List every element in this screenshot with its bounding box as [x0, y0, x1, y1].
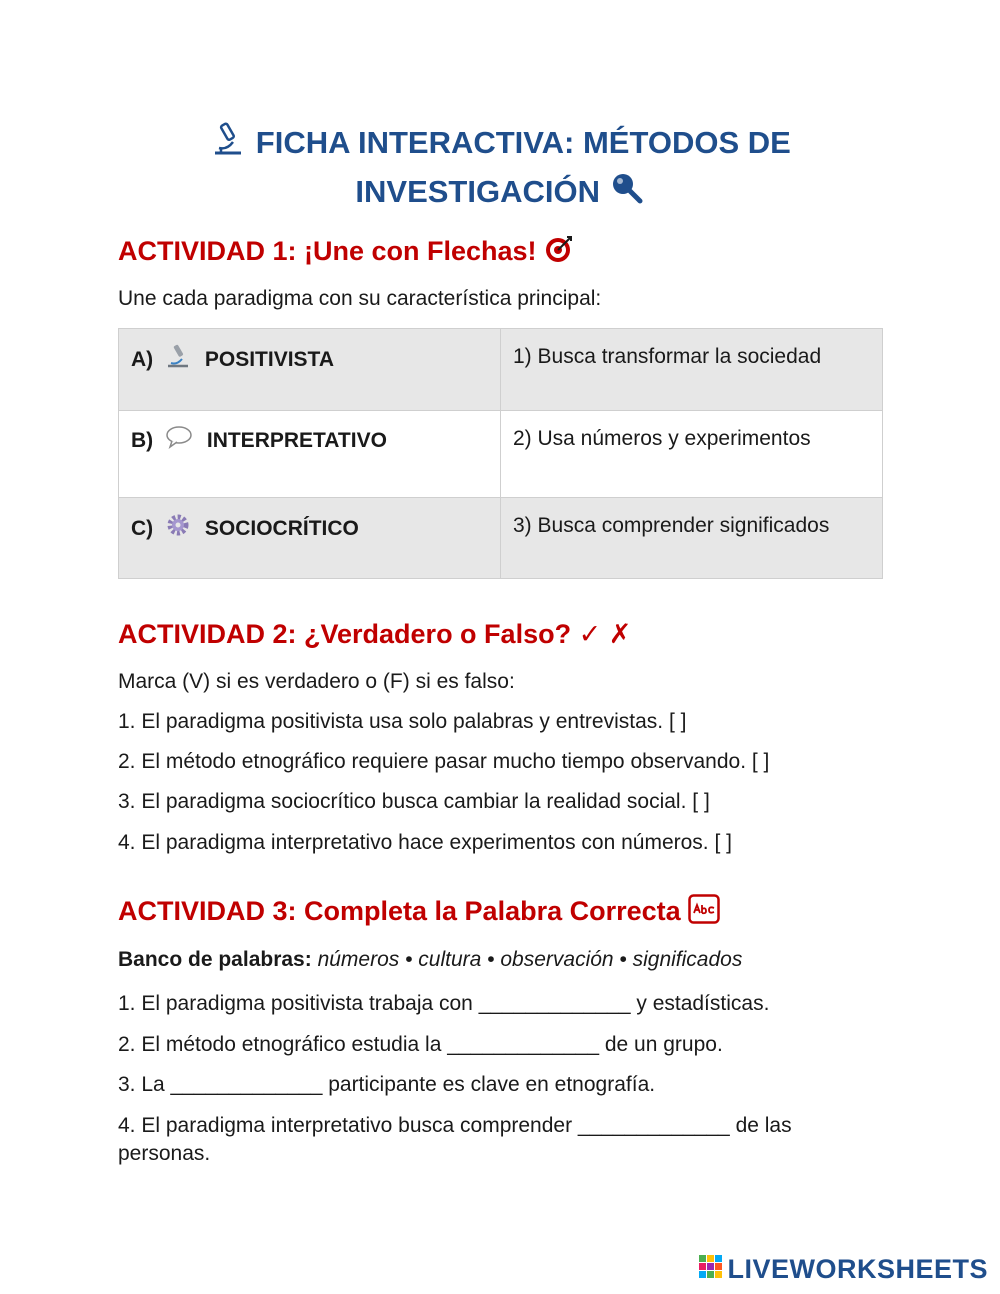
paradigm-name: POSITIVISTA: [204, 347, 334, 371]
fill-in-sentence[interactable]: 2. El método etnográfico estudia la _____________ de un grupo.: [118, 1033, 723, 1056]
table-row: [119, 411, 883, 498]
activity1-heading-text: ACTIVIDAD 1: ¡Une con Flechas!: [118, 236, 537, 267]
magnifier-icon: [609, 170, 645, 218]
row-letter: C): [131, 516, 154, 540]
table-row: [119, 498, 883, 579]
characteristic-cell[interactable]: 2) Usa números y experimentos: [501, 411, 883, 498]
true-false-statement[interactable]: 1. El paradigma positivista usa solo palabras y entrevistas. [ ]: [118, 710, 687, 733]
liveworksheets-logo: [699, 1254, 988, 1284]
activity3-heading-text: ACTIVIDAD 3: Completa la Palabra Correcta: [118, 896, 681, 927]
table-row: [119, 329, 883, 411]
activity1-instruction: Une cada paradigma con su característica principal:: [118, 287, 602, 310]
activity2-instruction: Marca (V) si es verdadero o (F) si es falso:: [118, 670, 515, 693]
abc-icon: [688, 894, 720, 932]
paradigm-cell[interactable]: [119, 329, 501, 411]
worksheet-title: [118, 120, 882, 218]
gear-icon: [165, 512, 191, 546]
activity1-heading: [118, 234, 574, 272]
fill-in-sentence[interactable]: 3. La _____________ participante es clave en etnografía.: [118, 1073, 656, 1096]
true-false-statement[interactable]: 3. El paradigma sociocrítico busca cambiar la realidad social. [ ]: [118, 790, 710, 813]
activity3-heading: [118, 894, 720, 932]
title-line-1: [118, 120, 882, 170]
paradigm-name: INTERPRETATIVO: [206, 428, 387, 452]
microscope-icon: [165, 343, 191, 377]
fill-in-sentence[interactable]: 1. El paradigma positivista trabaja con _____________ y estadísticas.: [118, 992, 770, 1015]
paradigm-cell[interactable]: [119, 411, 501, 498]
microscope-icon: [209, 120, 247, 170]
word-bank: [118, 946, 742, 974]
title-line-2: [118, 170, 882, 218]
logo-blocks-icon: [699, 1255, 723, 1284]
logo-text: LIVEWORKSHEETS: [727, 1254, 988, 1284]
row-letter: A): [131, 347, 154, 371]
target-icon: [544, 234, 574, 272]
true-false-statement[interactable]: 4. El paradigma interpretativo hace experimentos con números. [ ]: [118, 831, 732, 854]
characteristic-cell[interactable]: 1) Busca transformar la sociedad: [501, 329, 883, 411]
activity2-heading: ACTIVIDAD 2: ¿Verdadero o Falso? ✓ ✗: [118, 619, 632, 649]
word-bank-words: números • cultura • observación • significados: [317, 948, 743, 971]
characteristic-cell[interactable]: 3) Busca comprender significados: [501, 498, 883, 579]
fill-in-sentence[interactable]: 4. El paradigma interpretativo busca comprender _____________ de las personas.: [118, 1114, 792, 1165]
title-text-1: FICHA INTERACTIVA: MÉTODOS DE: [255, 125, 791, 161]
paradigm-name: SOCIOCRÍTICO: [204, 516, 359, 540]
matching-table: [118, 328, 883, 579]
word-bank-label: Banco de palabras:: [118, 948, 312, 971]
title-text-2: INVESTIGACIÓN: [355, 174, 600, 210]
paradigm-cell[interactable]: [119, 498, 501, 579]
row-letter: B): [131, 428, 154, 452]
speech-bubble-icon: [165, 425, 193, 457]
true-false-statement[interactable]: 2. El método etnográfico requiere pasar mucho tiempo observando. [ ]: [118, 750, 770, 773]
